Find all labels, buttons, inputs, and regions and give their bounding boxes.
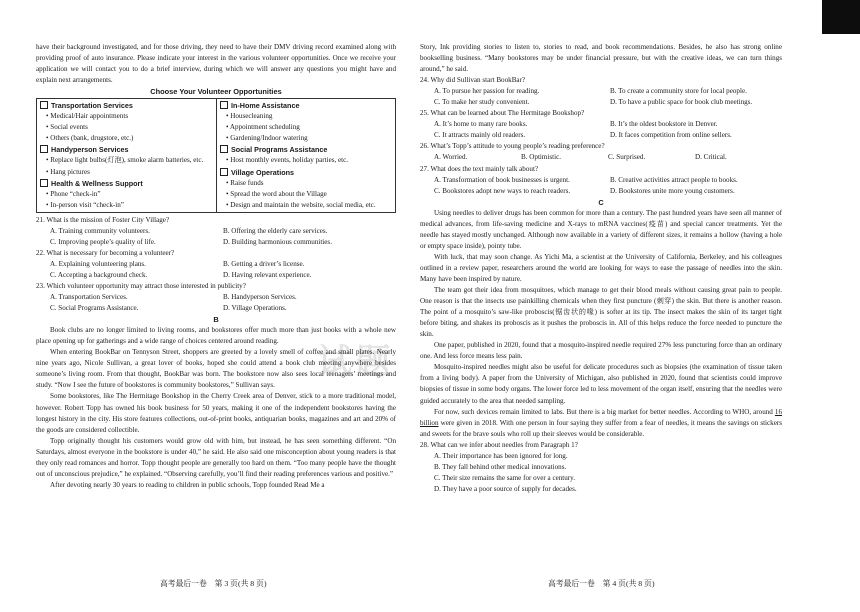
passage-paragraph: The team got their idea from mosquitoes, which manage to get their blood meals without causing great pain to people. One reason is that the insects use painkilling chemicals when they first puncture (刺穿) the skin. But there is another reason. The point of a mosquito’s saw-like proboscis(锯齿状的喙) is softer at its tip. The insect makes the skin of its target tight before biting, and shakes its proboscis as it pushes the proboscis in. All of this helps reduce the force needed to puncture the skin. <box>420 286 782 339</box>
passage-paragraph: With luck, that may soon change. As Yichi Ma, a scientist at the University of California, Berkeley, and his colleagues outlined in a review paper, researchers around the world are looking for ways to ease the passage of needles into the skin. Many have been inspired by nature. <box>420 252 782 283</box>
answer-option: C. It attracts mainly old readers. <box>434 131 526 140</box>
bullet-item: • Raise funds <box>220 178 392 189</box>
category-label: Handyperson Services <box>51 145 129 155</box>
answer-option: A. Their importance has been ignored for long. <box>434 451 568 460</box>
category-label: Social Programs Assistance <box>231 145 328 155</box>
right-column <box>420 42 782 495</box>
passage-paragraph: After devoting nearly 30 years to reading to children in public schools, Topp founded Read Me a <box>50 480 325 489</box>
answer-option: C. Social Programs Assistance. <box>50 304 139 313</box>
category-title <box>40 144 213 155</box>
answer-option: D. Village Operations. <box>223 304 287 313</box>
left-column <box>36 42 396 491</box>
answer-option: B. Getting a driver’s license. <box>223 259 305 268</box>
answer-option: A. Explaining volunteering plans. <box>50 259 146 268</box>
bullet-item: • Replace light bulbs(灯泡), smoke alarm batteries, etc. <box>40 155 213 166</box>
answer-options <box>420 175 782 197</box>
answer-option: A. Worried. <box>434 153 468 162</box>
answer-option: A. Transportation Services. <box>50 293 128 302</box>
category-title <box>220 144 392 155</box>
answer-option: B. They fall behind other medical innovations. <box>434 462 567 471</box>
answer-option: D. Having relevant experience. <box>223 270 312 279</box>
checkbox-icon <box>40 101 48 109</box>
bullet-item: • Spread the word about the Village <box>220 189 392 200</box>
passage-c-last-paragraph: For now, such devices remain limited to labs. But there is a big market for better needles. According to WHO, around 16 billion were given in 2018. With one person in four saying they suffer from a fear of needles, it means the savings on stickers and sweets for the brave souls who roll up their sleeves would be considerable. <box>420 407 782 438</box>
questions-24-27 <box>420 75 782 197</box>
answer-options <box>420 86 782 108</box>
category-label: Transportation Services <box>51 101 133 111</box>
answer-option: B. It’s the oldest bookstore in Denver. <box>610 120 718 129</box>
bullet-item: • Hang pictures <box>40 167 213 178</box>
bullet-item: • Medical/Hair appointments <box>40 111 213 122</box>
page-footer-right: 高考最后一卷 第 4 页(共 8 页) <box>548 579 655 588</box>
bullet-item: • Gardening/Indoor watering <box>220 133 392 144</box>
intro-paragraph: have their background investigated, and for those driving, they need to have their DMV driving record examined along with providing proof of auto insurance. Please indicate your interest in the various volunteer opportunities. Once we receive your application we will contact you to do a brief interview, during which we will answer any questions you might have and explain next arrangements. <box>36 43 396 85</box>
answer-option: C. Improving people’s quality of life. <box>50 237 156 246</box>
question-stem: 28. What can we infer about needles from Paragraph 1? <box>420 440 578 449</box>
passage-paragraph: One paper, published in 2020, found that a mosquito-inspired needle required 27% less puncturing force than an ordinary one. And less force means less pain. <box>420 341 782 361</box>
category-title <box>220 167 392 178</box>
answer-option: C. Surprised. <box>608 153 646 162</box>
answer-option: B. To create a community store for local people. <box>610 87 747 96</box>
question-stem: 23. Which volunteer opportunity may attract those interested in publicity? <box>36 281 246 290</box>
question-stem: 24. Why did Sullivan start BookBar? <box>420 76 526 85</box>
answer-option: C. To make her study convenient. <box>434 98 530 107</box>
passage-paragraph: Mosquito-inspired needles might also be useful for delicate procedures such as biopsies (the examination of tissue taken from a living body). A paper from the University of Michigan, also published in 2020, found that scientists could improve biopsies of tissue in some body organs. The lower force led to less movement of the organ itself, ensuring that the needles were guided accurately to the area that needed sampling. <box>420 363 782 405</box>
category-label: Health & Wellness Support <box>51 178 143 188</box>
answer-option: A. Training community volunteers. <box>50 226 150 235</box>
question-stem: 25. What can be learned about The Hermitage Bookshop? <box>420 109 585 118</box>
answer-option: D. It faces competition from online sellers. <box>610 131 732 140</box>
category-label: Village Operations <box>231 167 294 177</box>
bullet-item: • Others (bank, drugstore, etc.) <box>40 133 213 144</box>
bullet-item: • Social events <box>40 122 213 133</box>
answer-option: A. It’s home to many rare books. <box>434 120 528 129</box>
passage-paragraph: Book clubs are no longer limited to living rooms, and bookstores offer much more than just books with a whole new place opening up for gatherings and a wide range of choices centered around reading. <box>36 326 396 346</box>
page-footer-left: 高考最后一卷 第 3 页(共 8 页) <box>160 579 267 588</box>
passage-paragraph: Some bookstores, like The Hermitage Bookshop in the Cherry Creek area of Denver, stick to a more traditional model, however. Robert Topp has owned his book business for 50 years, making it one of the independent bookstores having the longest history in the city. His store features collections, out-of-print books, antiquarian books, magazines and art and 20% of the goods are considered collectible. <box>36 392 396 434</box>
corner-tab <box>822 0 860 34</box>
category-title <box>40 178 213 189</box>
answer-option: C. Accepting a background check. <box>50 270 148 279</box>
volunteer-opportunities-box <box>36 98 396 212</box>
passage-paragraph: When entering BookBar on Tennyson Street, shoppers are greeted by a lovely smell of coffee and small plates. Nearly nine years ago, Nicole Sullivan, a great lover of books, hoped she could attend a book club meeting anywhere besides someone’s living room. From that thought, BookBar was born. The bookstore now also sees local teenagers’ meetings and study. “Now I see the future of bookstores is community bookstores,” Sullivan says. <box>36 348 396 390</box>
box-right-column <box>216 99 395 211</box>
bullet-item: • Phone “check-in” <box>40 189 213 200</box>
answer-options <box>36 226 396 248</box>
checkbox-icon <box>40 179 48 187</box>
answer-options <box>420 152 782 163</box>
answer-options <box>36 292 396 314</box>
answer-option: A. To pursue her passion for reading. <box>434 87 540 96</box>
bullet-item: • Appointment scheduling <box>220 122 392 133</box>
checkbox-icon <box>40 145 48 153</box>
category-title <box>40 100 213 111</box>
passage-c <box>420 208 782 407</box>
answer-option: D. Building harmonious communities. <box>223 237 332 246</box>
category-title <box>220 100 392 111</box>
answer-options <box>36 259 396 281</box>
answer-option: A. Transformation of book businesses is urgent. <box>434 175 570 184</box>
answer-option: B. Creative activities attract people to books. <box>610 175 738 184</box>
underlined-phrase: 16 billion <box>420 407 782 427</box>
answer-option: B. Optimistic. <box>521 153 562 162</box>
checkbox-icon <box>220 145 228 153</box>
box-left-column <box>37 99 216 211</box>
passage-b <box>36 325 396 491</box>
answer-option: C. Their size remains the same for over a century. <box>434 473 576 482</box>
question-stem: 27. What does the text mainly talk about? <box>420 164 539 173</box>
box-title: Choose Your Volunteer Opportunities <box>150 87 282 97</box>
question-stem: 26. What’s Topp’s attitude to young people’s reading preference? <box>420 142 605 151</box>
bullet-item: • Host monthly events, holiday parties, etc. <box>220 155 392 166</box>
answer-option: B. Handyperson Services. <box>223 293 297 302</box>
questions-21-23 <box>36 215 396 314</box>
bullet-item: • In-person visit “check-in” <box>40 200 213 211</box>
category-label: In-Home Assistance <box>231 101 300 111</box>
answer-option: D. Critical. <box>695 153 727 162</box>
passage-b-continued: Story, Ink providing stories to listen to, stories to read, and book recommendations. Besides, he also has strong online bookselling business. “Many bookstores may be under financial pressure, but with the creative ideas, we can turn things around,” he said. <box>420 43 782 74</box>
answer-option: D. To have a public space for book club meetings. <box>610 98 753 107</box>
bullet-item: • Housecleaning <box>220 111 392 122</box>
answer-option: D. Bookstores unite more young customers. <box>610 186 735 195</box>
section-b-heading: B <box>213 315 219 325</box>
passage-paragraph: Topp originally thought his customers would grow old with him, but instead, he has seen something different. “On Saturdays, almost everyone in the bookstore is under 40,” he said. He also said one misconception about young readers is that they only read romances and horror. Topp thought people are generally too hard on them. “Too many people have the thought out of unconscious prejudice,” he explained. “Observing carefully, you’ll find their reading preferences various and positive.” <box>36 436 396 478</box>
section-c-heading: C <box>598 197 604 207</box>
answer-options <box>420 119 782 141</box>
question-stem: 21. What is the mission of Foster City Village? <box>36 215 170 224</box>
checkbox-icon <box>220 101 228 109</box>
watermark: 试题 <box>318 342 394 382</box>
passage-paragraph: Using needles to deliver drugs has been common for more than a century. The past hundred years have seen all manner of medical advances, from life-saving medicine and X-rays to mRNA vaccines(疫苗) and special cancer treatments. Yet the needle has stayed mostly unchanged. Although now available in a variety of different sizes, it remains a hollow (having a hole or empty space inside), pointy tube. <box>420 208 782 250</box>
checkbox-icon <box>220 168 228 176</box>
answer-option: D. They have a poor source of supply for decades. <box>434 484 577 493</box>
question-28 <box>420 440 782 495</box>
answer-option: B. Offering the elderly care services. <box>223 226 328 235</box>
question-stem: 22. What is necessary for becoming a volunteer? <box>36 248 175 257</box>
bullet-item: • Design and maintain the website, social media, etc. <box>220 200 392 211</box>
answer-option: C. Bookstores adopt new ways to reach readers. <box>434 186 571 195</box>
